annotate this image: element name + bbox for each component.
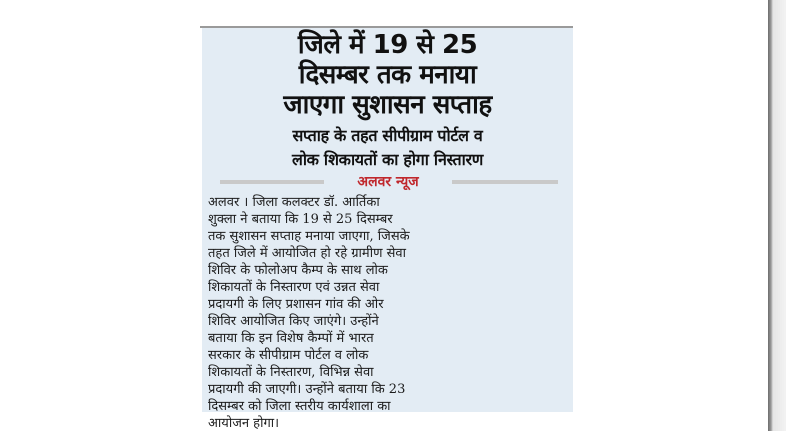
body-line: तक सुशासन सप्ताह मनाया जाएगा, जिसके xyxy=(208,229,410,244)
body-line: शिविर के फोलोअप कैम्प के साथ लोक xyxy=(208,263,388,278)
subheadline xyxy=(202,124,573,172)
body-line: शिकायतों के निस्तारण एवं उन्नत सेवा xyxy=(208,280,380,295)
body-line: प्रदायगी के लिए प्रशासन गांव की ओर xyxy=(208,297,384,312)
article-body xyxy=(208,194,568,432)
section-tag: अलवर न्यूज xyxy=(324,171,452,193)
newspaper-clipping xyxy=(202,28,573,431)
subheadline-line: लोक शिकायतों का होगा निस्तारण xyxy=(291,150,483,169)
body-line: प्रदायगी की जाएगी। उन्होंने बताया कि 23 xyxy=(208,382,406,397)
headline-line: जाएगा सुशासन सप्ताह xyxy=(283,90,492,120)
body-line: बताया कि इन विशेष कैम्पों में भारत xyxy=(208,331,374,346)
body-line: सरकार के सीपीग्राम पोर्टल व लोक xyxy=(208,348,369,363)
headline-line: दिसम्बर तक मनाया xyxy=(298,60,477,90)
headline-line: जिले में 19 से 25 xyxy=(297,30,478,60)
body-line: अलवर । जिला कलक्टर डॉ. आर्तिका xyxy=(208,195,380,210)
body-line: शिविर आयोजित किए जाएंगे। उन्होंने xyxy=(208,314,379,329)
viewer-scroll-frame xyxy=(768,0,786,431)
headline xyxy=(202,30,573,120)
body-line: तहत जिले में आयोजित हो रहे ग्रामीण सेवा xyxy=(208,246,406,261)
subheadline-line: सप्ताह के तहत सीपीग्राम पोर्टल व xyxy=(292,126,483,145)
body-line: शिकायतों के निस्तारण, विभिन्न सेवा xyxy=(208,365,374,380)
body-line: दिसम्बर को जिला स्तरीय कार्यशाला का xyxy=(208,399,391,414)
body-line: शुक्ला ने बताया कि 19 से 25 दिसम्बर xyxy=(208,212,393,227)
body-line: आयोजन होगा। xyxy=(208,416,280,431)
